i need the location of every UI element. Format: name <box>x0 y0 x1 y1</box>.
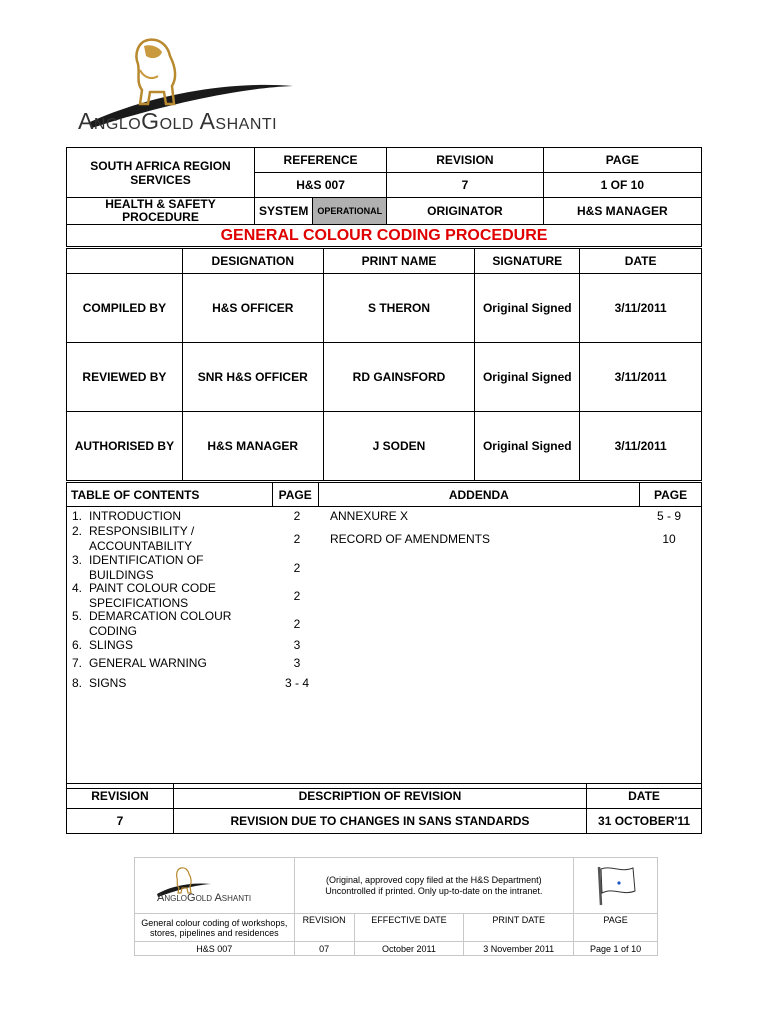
list-item <box>72 553 322 582</box>
addenda-header: ADDENDA <box>318 483 639 507</box>
toc-header: TABLE OF CONTENTS <box>67 483 273 507</box>
list-item <box>72 581 322 610</box>
revision-table <box>66 783 702 834</box>
toc-num: 5. <box>72 609 83 623</box>
list-item <box>72 509 322 523</box>
signoff-date: 3/11/2011 <box>580 412 702 481</box>
signoff-role: COMPILED BY <box>67 274 183 343</box>
designation-header: DESIGNATION <box>182 249 323 274</box>
signature-header: SIGNATURE <box>475 249 580 274</box>
addenda-name: RECORD OF AMENDMENTS <box>330 532 491 546</box>
toc-num: 1. <box>72 509 83 523</box>
addenda-name: ANNEXURE X <box>330 509 409 523</box>
procedure-type: HEALTH & SAFETY PROCEDURE <box>67 198 255 225</box>
addenda-page: 10 <box>662 532 676 546</box>
toc-title: SLINGS <box>89 638 134 652</box>
footer-notice <box>294 858 574 914</box>
list-item <box>72 609 322 638</box>
signoff-signature: Original Signed <box>475 343 580 412</box>
toc-title: RESPONSIBILITY / <box>89 524 195 538</box>
toc-title-cont: CODING <box>89 624 137 638</box>
print-name-header: PRINT NAME <box>323 249 475 274</box>
revision-value: 7 <box>387 173 544 198</box>
signoff-row <box>67 412 702 481</box>
list-item <box>72 676 322 690</box>
signoff-designation: SNR H&S OFFICER <box>182 343 323 412</box>
footer-notice-line1: (Original, approved copy filed at the H&S Department) <box>326 874 542 885</box>
system-label: SYSTEM <box>254 198 312 225</box>
document-title: GENERAL COLOUR CODING PROCEDURE <box>67 225 702 247</box>
footer-reference: H&S 007 <box>135 942 295 956</box>
toc-page: 3 <box>293 656 301 670</box>
footer-page-header: PAGE <box>574 914 658 942</box>
toc-num: 2. <box>72 524 83 538</box>
toc-num: 4. <box>72 581 83 595</box>
toc-title: SIGNS <box>89 676 127 690</box>
signoff-date: 3/11/2011 <box>580 274 702 343</box>
footer-brand: AngloGold Ashanti <box>157 892 252 904</box>
toc-page: 2 <box>293 561 301 575</box>
signoff-name: J SODEN <box>323 412 475 481</box>
signoff-signature: Original Signed <box>475 412 580 481</box>
addenda-page: 5 - 9 <box>656 509 681 523</box>
footer-logo-cell <box>135 858 295 914</box>
toc-title: DEMARCATION COLOUR <box>89 609 232 623</box>
description-col-header: DESCRIPTION OF REVISION <box>173 784 586 809</box>
reference-label: REFERENCE <box>254 148 386 173</box>
revision-description: REVISION DUE TO CHANGES IN SANS STANDARDS <box>173 809 586 834</box>
signoff-table <box>66 248 702 481</box>
region-cell: SOUTH AFRICA REGION SERVICES <box>67 148 255 198</box>
toc-num: 3. <box>72 553 83 567</box>
logo-brand-text: AngloGold Ashanti <box>78 108 278 134</box>
footer-effective-date: October 2011 <box>354 942 464 956</box>
footer-revision: 07 <box>294 942 354 956</box>
footer-doc-title: General colour coding of workshops, stores, pipelines and residences <box>135 914 295 942</box>
footer-table <box>134 857 658 956</box>
date-header: DATE <box>580 249 702 274</box>
page-value: 1 OF 10 <box>543 173 701 198</box>
signoff-row <box>67 274 702 343</box>
toc-page: 2 <box>293 589 301 603</box>
list-item <box>72 638 322 652</box>
signoff-signature: Original Signed <box>475 274 580 343</box>
toc-num: 7. <box>72 656 83 670</box>
signoff-name: RD GAINSFORD <box>323 343 475 412</box>
originator-value: H&S MANAGER <box>543 198 701 225</box>
toc-title: INTRODUCTION <box>89 509 181 523</box>
toc-title: IDENTIFICATION OF <box>89 553 204 567</box>
footer-notice-line2: Uncontrolled if printed. Only up-to-date on the intranet. <box>325 885 543 896</box>
revision-label: REVISION <box>387 148 544 173</box>
signoff-designation: H&S OFFICER <box>182 274 323 343</box>
toc-page: 3 - 4 <box>284 676 309 690</box>
addenda-page-header: PAGE <box>640 483 702 507</box>
toc-title: PAINT COLOUR CODE <box>89 581 216 595</box>
list-item <box>72 524 322 553</box>
toc-title-cont: BUILDINGS <box>89 568 154 582</box>
header-table <box>66 147 702 247</box>
toc-page: 2 <box>293 617 301 631</box>
toc-title: GENERAL WARNING <box>89 656 207 670</box>
signoff-role: AUTHORISED BY <box>67 412 183 481</box>
signoff-row <box>67 343 702 412</box>
footer-revision-header: REVISION <box>294 914 354 942</box>
list-item <box>72 656 322 670</box>
toc-num: 8. <box>72 676 83 690</box>
signoff-role: REVIEWED BY <box>67 343 183 412</box>
toc-title-cont: SPECIFICATIONS <box>89 596 189 610</box>
footer-flag-cell <box>574 858 658 914</box>
flag-icon <box>593 863 639 907</box>
footer-effective-header: EFFECTIVE DATE <box>354 914 464 942</box>
date-col-header: DATE <box>587 784 702 809</box>
revision-number: 7 <box>67 809 174 834</box>
footer-print-header: PRINT DATE <box>464 914 574 942</box>
revision-col-header: REVISION <box>67 784 174 809</box>
list-item <box>330 532 698 546</box>
originator-label: ORIGINATOR <box>387 198 544 225</box>
revision-date: 31 OCTOBER'11 <box>587 809 702 834</box>
toc-page-header: PAGE <box>272 483 318 507</box>
toc-page: 3 <box>293 638 301 652</box>
table-row <box>67 809 702 834</box>
toc-num: 6. <box>72 638 83 652</box>
system-value: OPERATIONAL <box>313 198 387 225</box>
list-item <box>330 509 698 523</box>
reference-value: H&S 007 <box>254 173 386 198</box>
signoff-designation: H&S MANAGER <box>182 412 323 481</box>
toc-page: 2 <box>293 509 301 523</box>
footer-print-date: 3 November 2011 <box>464 942 574 956</box>
toc-title-cont: ACCOUNTABILITY <box>89 539 193 553</box>
page-label: PAGE <box>543 148 701 173</box>
footer-page: Page 1 of 10 <box>574 942 658 956</box>
signoff-name: S THERON <box>323 274 475 343</box>
toc-page: 2 <box>293 532 301 546</box>
signoff-date: 3/11/2011 <box>580 343 702 412</box>
